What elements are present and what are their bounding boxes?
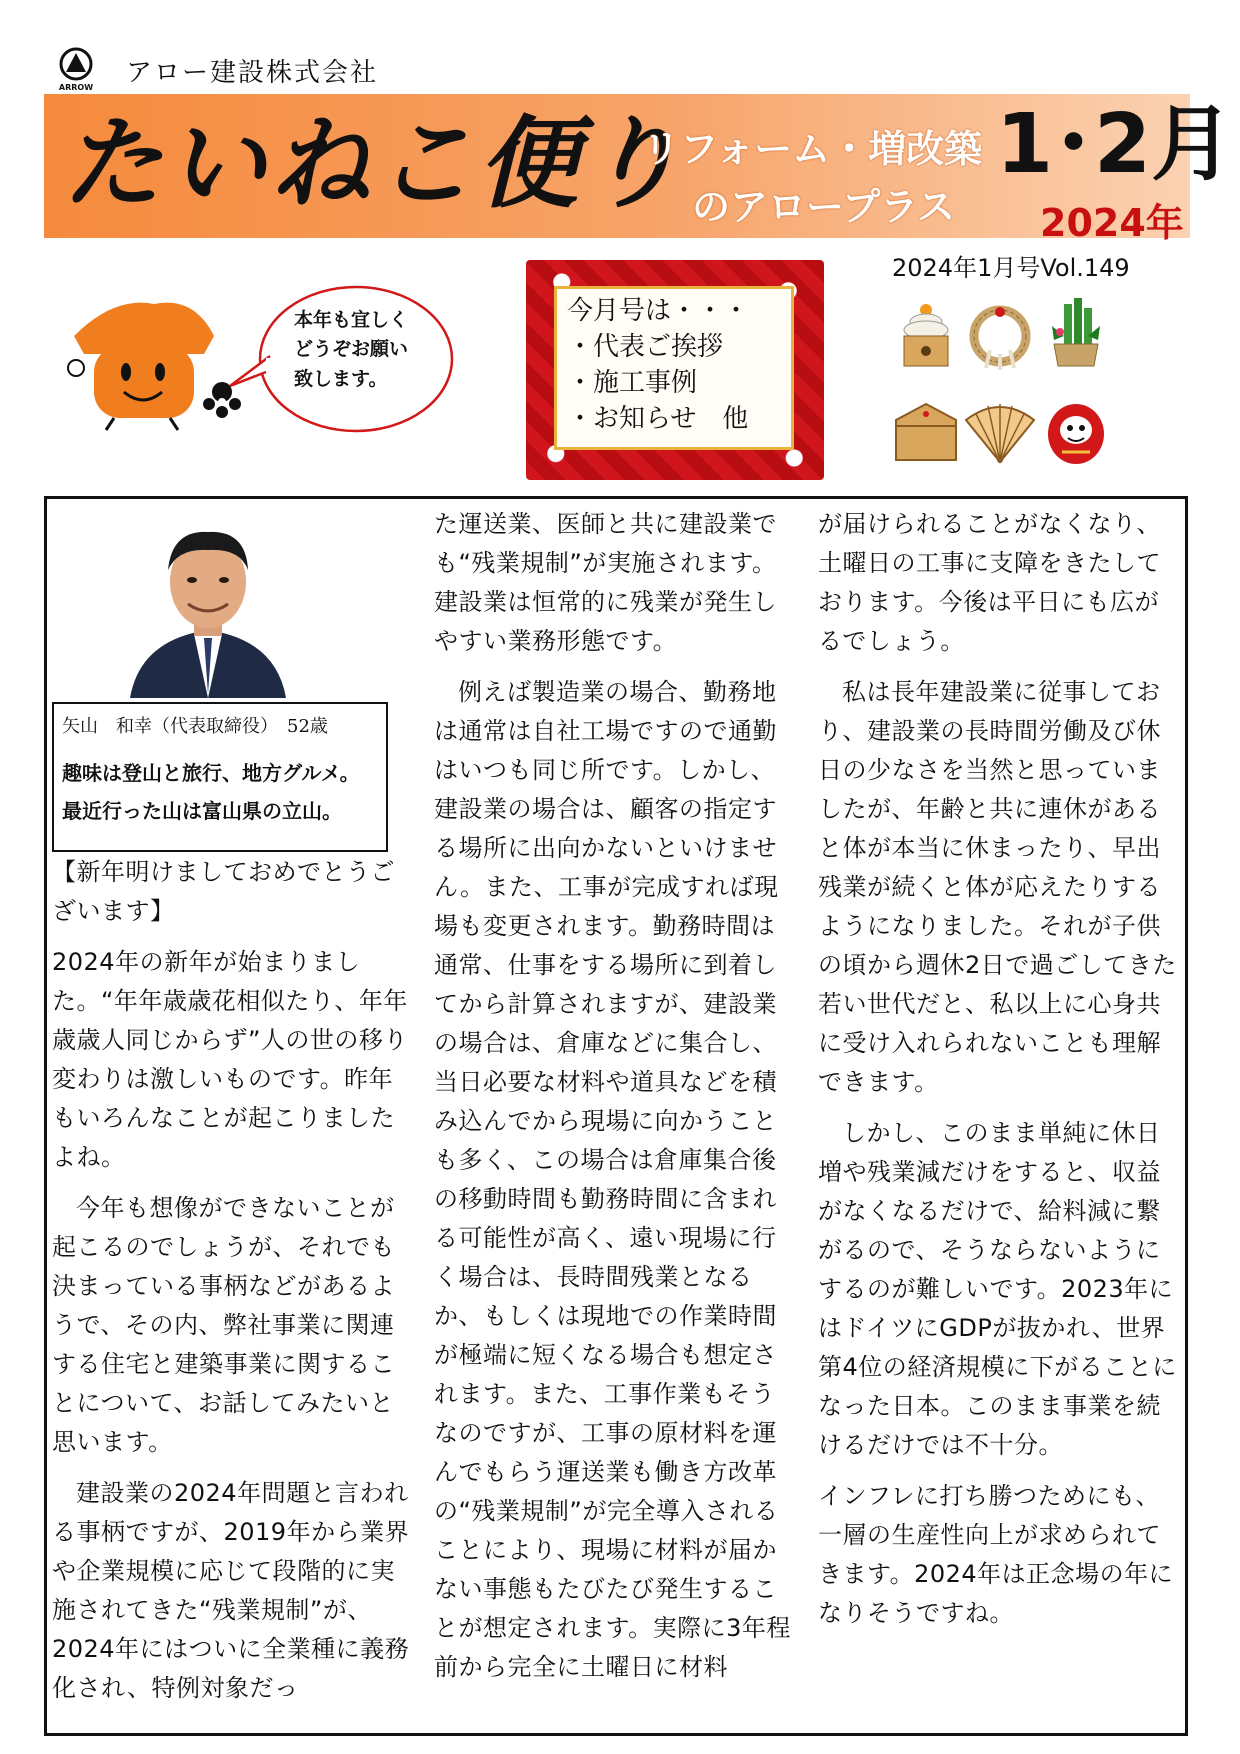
banner-month: 1･2月 (996, 97, 1234, 192)
article-paragraph: が届けられることがなくなり、土曜日の工事に支障をきたしております。今後は平日にも広がるでしょう。 (818, 510, 1161, 655)
contents-list (554, 286, 794, 450)
article-paragraph: 例えば製造業の場合、勤務地は通常は自社工場ですので通勤はいつも同じ所です。しかし、建設業の場合は、顧客の指定する場所に出向かないといけません。また、工事が完成すれば現場も変更されます。勤務時間は通常、仕事をする場所に到着してから計算されますが、建設業の場合は、倉庫などに集合し、当日必要な材料や道具などを積み込んでから現場に向かうことも多く、この場合は倉庫集合後の移動時間も勤務時間に含まれる可能性が高く、遠い現場に行く場合は、長時間残業となるか、もしくは現地での作業時間が極端に短くなる場合も想定されます。また、工事作業もそうなのですが、工事の原材料を運んでもらう運送業も働き方改革の“残業規制”が完全導入されることにより、現場に材料が届かない事態もたびたび発生することが想定されます。実際に3年程前から完全に土曜日に材料 (434, 678, 791, 1681)
profile-name: 矢山 和幸（代表取締役） 52歳 (62, 716, 328, 737)
article-paragraph: 建設業の2024年問題と言われる事柄ですが、2019年から業界や企業規模に応じて段階的に実施されてきた“残業規制”が、2024年にはついに全業種に義務化され、特例対象だっ (52, 1479, 410, 1702)
article-heading: 【新年明けましておめでとうございます】 (52, 858, 395, 925)
shimekazari-icon (964, 298, 1036, 370)
banner-tagline-1: リフォーム・増改築 (642, 127, 983, 171)
article-paragraph: た運送業、医師と共に建設業でも“残業規制”が実施されます。建設業は恒常的に残業が発生しやすい業務形態です。 (434, 510, 777, 655)
profile-box (52, 702, 388, 852)
arrow-logo-icon (56, 46, 96, 92)
company-name: アロー建設株式会社 (126, 58, 379, 88)
contents-item: ・代表ご挨拶 (567, 332, 724, 362)
article-column-2 (434, 505, 796, 1699)
fan-icon (964, 396, 1036, 468)
contents-heading: 今月号は・・・ (567, 296, 750, 326)
kadomatsu-icon (1040, 296, 1112, 368)
greeting-line: どうぞお願い (294, 338, 409, 361)
article-column-3 (818, 505, 1180, 1645)
banner-tagline-2: のアロープラス (692, 185, 955, 229)
profile-hobby: 最近行った山は富山県の立山。 (62, 799, 342, 823)
article-paragraph: 2024年の新年が始まりました。“年年歳歳花相似たり、年年歳歳人同じからず”人の世の移り変わりは激しいものです。昨年もいろんなことが起こりましたよね。 (52, 948, 408, 1171)
contents-box (526, 260, 824, 480)
kagami-mochi-icon (890, 298, 962, 370)
article-paragraph: しかし、このまま単純に休日増や残業減だけをすると、収益がなくなるだけで、給料減に繋がるので、そうならないようにするのが難しいです。2023年にはドイツにGDPが抜かれ、世界第4位の経済規模に下がることになった日本。このまま事業を続けるだけでは不十分。 (818, 1119, 1177, 1459)
article-paragraph: 今年も想像ができないことが起こるのでしょうが、それでも決まっている事柄などがあるようで、その内、弊社事業に関連する住宅と建築事業に関することについて、お話してみたいと思います。 (52, 1194, 395, 1456)
logo-text: ARROW (58, 83, 94, 92)
greeting-text (294, 306, 434, 394)
banner-year: 2024年 (1040, 201, 1184, 245)
ema-icon (890, 396, 962, 468)
greeting-line: 本年も宜しく (294, 309, 409, 331)
profile-hobby: 趣味は登山と旅行、地方グルメ。 (62, 761, 360, 785)
article-paragraph: インフレに打ち勝つためにも、一層の生産性向上が求められてきます。2024年は正念場の年になりそうですね。 (818, 1482, 1174, 1627)
contents-item: ・施工事例 (567, 368, 698, 398)
contents-item: ・お知らせ 他 (567, 404, 749, 434)
issue-number: 2024年1月号Vol.149 (892, 254, 1130, 282)
article-column-1 (52, 853, 412, 1720)
representative-photo (110, 510, 306, 698)
article-paragraph: 私は長年建設業に従事しており、建設業の長時間労働及び休日の少なさを当然と思っていましたが、年齢と共に連休があると体が本当に休まったり、早出残業が続くと体が応えたりするようになりました。それが子供の頃から週休2日で過ごしてきた若い世代だと、私以上に心身共に受け入れられないことも理解できます。 (818, 678, 1177, 1096)
newsletter-title: たいねこ便り (62, 104, 686, 222)
daruma-icon (1040, 394, 1112, 466)
greeting-line: 致します。 (294, 367, 388, 390)
